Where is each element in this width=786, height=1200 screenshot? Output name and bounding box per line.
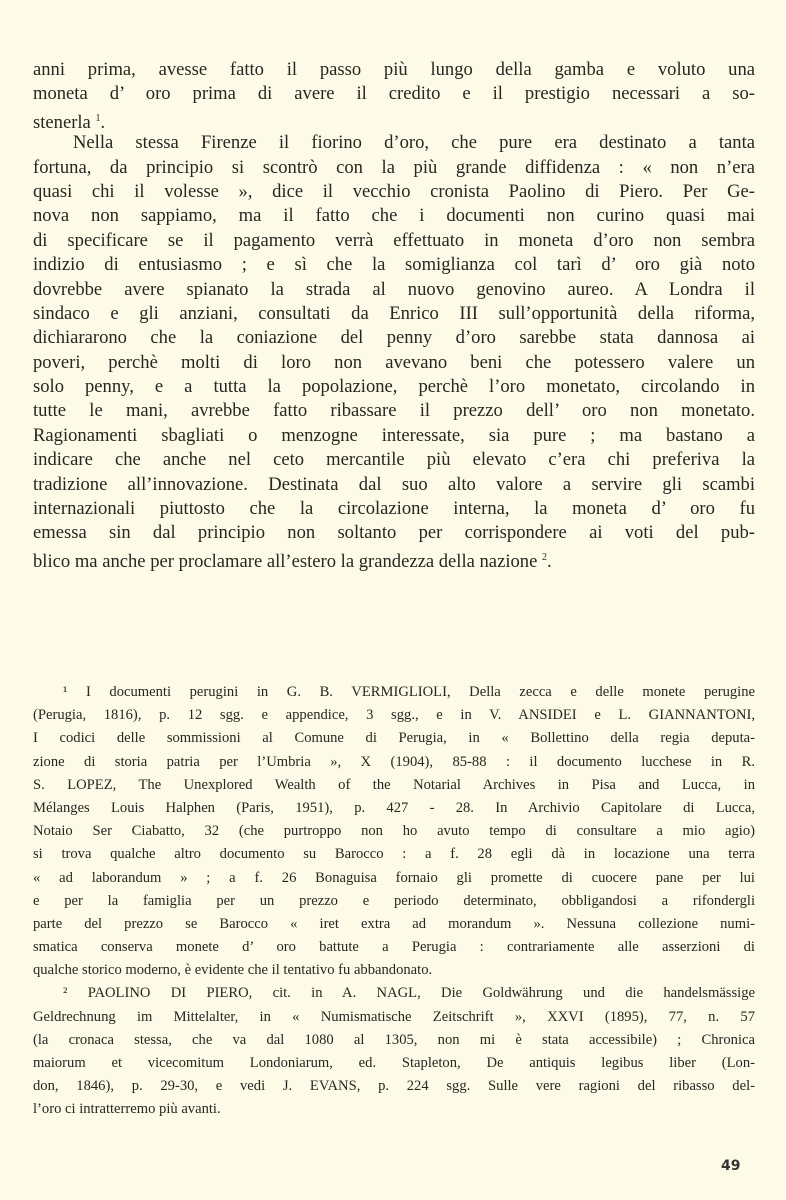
main-text [33, 58, 755, 570]
text-fragment: stenerla [33, 111, 91, 133]
footnote-line: zione di storia patria per l’Umbria », X (1904), 85-88 : il documento lucchese in R. [33, 753, 755, 770]
text-line: emessa sin dal principio non soltanto per corrispondere ai voti del pub- [33, 522, 755, 544]
text-line: Nella stessa Firenze il fiorino d’oro, che pure era destinato a tanta [73, 132, 755, 154]
text-line: stenerla $^1$. [33, 111, 106, 133]
text-line: di specificare se il pagamento verrà effettuato in moneta d’oro non sembra [33, 229, 755, 251]
text-line: solo penny, e a tutta la popolazione, perchè l’oro monetato, circolando in [33, 376, 755, 398]
text-line: dovrebbe avere spianato la strada al nuovo genovino aureo. A Londra il [33, 278, 755, 300]
footnote-line: qualche storico moderno, è evidente che il tentativo fu abbandonato. [33, 962, 433, 979]
text-line: Ragionamenti sbagliati o menzogne interessate, sia pure ; ma bastano a [33, 424, 755, 446]
footnote-line: (Perugia, 1816), p. 12 sgg. e appendice, 3 sgg., e in V. ANSIDEI e L. GIANNANTONI, [33, 707, 755, 724]
footnote-ref-2: 2 [542, 551, 547, 563]
text-fragment: blico ma anche per proclamare all’estero la grandezza della nazione [33, 550, 538, 572]
text-line: indicare che anche nel ceto mercantile più elevato c’era chi preferiva la [33, 449, 755, 471]
footnote-ref-1: 1 [95, 112, 101, 124]
text-line: anni prima, avesse fatto il passo più lungo della gamba e voluto una [33, 59, 755, 80]
footnote-line: si trova qualche altro documento su Barocco : a f. 28 egli dà in locazione una terra [33, 846, 755, 863]
footnote-line: ² PAOLINO DI PIERO, cit. in A. NAGL, Die Goldwährung und die handelsmässige [63, 985, 755, 1002]
text-line: indizio di entusiasmo ; e sì che la somiglianza col tarì d’ oro già noto [33, 254, 755, 276]
footnote-line: « ad laborandum » ; a f. 26 Bonaguisa fornaio gli promette di cuocere pane per lui [33, 869, 755, 886]
footnote-line: smatica conserva monete d’ oro battute a Perugia : contrariamente alle asserzioni di [33, 939, 755, 956]
text-line: tradizione all’innovazione. Destinata dal suo alto valore a servire gli scambi [33, 473, 755, 495]
footnote-line: I codici delle sommissioni al Comune di Perugia, in « Bollettino della regia deputa- [33, 730, 755, 747]
footnote-line: don, 1846), p. 29-30, e vedi J. EVANS, p. 224 sgg. Sulle vere ragioni del ribasso del- [33, 1078, 755, 1095]
text-line: blico ma anche per proclamare all’estero la grandezza della nazione $^2$. [33, 550, 552, 572]
footnote-line: e per la famiglia per un prezzo e periodo determinato, obbligandosi a rifondergli [33, 892, 755, 909]
text-line: quasi chi il volesse », dice il vecchio cronista Paolino di Piero. Per Ge- [33, 180, 755, 202]
footnote-line: Notaio Ser Ciabatto, 32 (che purtroppo non ho avuto tempo di consultare a mio agio) [33, 823, 755, 840]
text-line: internazionali piuttosto che la circolazione interna, la moneta d’ oro fu [33, 498, 755, 520]
footnote-line: Geldrechnung im Mittelalter, in « Numismatische Zeitschrift », XXVI (1895), 77, n. 57 [33, 1008, 755, 1025]
footnote-line: Mélanges Louis Halphen (Paris, 1951), p. 427 - 28. In Archivio Capitolare di Lucca, [33, 799, 755, 816]
footnotes [33, 681, 755, 1122]
footnote-line: parte del prezzo se Barocco « iret extra ad morandum ». Nessuna collezione numi- [33, 915, 755, 932]
footnote-line: maiorum et vicecomitum Londoniarum, ed. Stapleton, De antiquis legibus liber (Lon- [33, 1055, 755, 1071]
page-number: 49 [721, 1158, 741, 1174]
text-line: tutte le mani, avrebbe fatto ribassare il prezzo dell’ oro non monetato. [33, 400, 755, 422]
text-line: nova non sappiamo, ma il fatto che i documenti non curino quasi mai [33, 205, 755, 227]
footnote-line: l’oro ci intratterremo più avanti. [33, 1101, 221, 1118]
text-line: sindaco e gli anziani, consultati da Enrico III sull’opportunità della riforma, [33, 302, 755, 324]
text-line: fortuna, da principio si scontrò con la più grande diffidenza : « non n’era [33, 156, 755, 178]
text-line: dichiararono che la coniazione del penny d’oro sarebbe stata dannosa ai [33, 327, 755, 349]
footnote-line: (la cronaca stessa, che va dal 1080 al 1305, non mi è stata accessibile) ; Chronica [33, 1031, 755, 1048]
footnote-line: S. LOPEZ, The Unexplored Wealth of the Notarial Archives in Pisa and Lucca, in [33, 776, 755, 793]
footnote-line: ¹ I documenti perugini in G. B. VERMIGLIOLI, Della zecca e delle monete perugine [63, 684, 755, 700]
text-line: poveri, perchè molti di loro non avevano beni che potessero valere un [33, 351, 755, 373]
text-line: moneta d’ oro prima di avere il credito e il prestigio necessari a so- [33, 83, 755, 105]
